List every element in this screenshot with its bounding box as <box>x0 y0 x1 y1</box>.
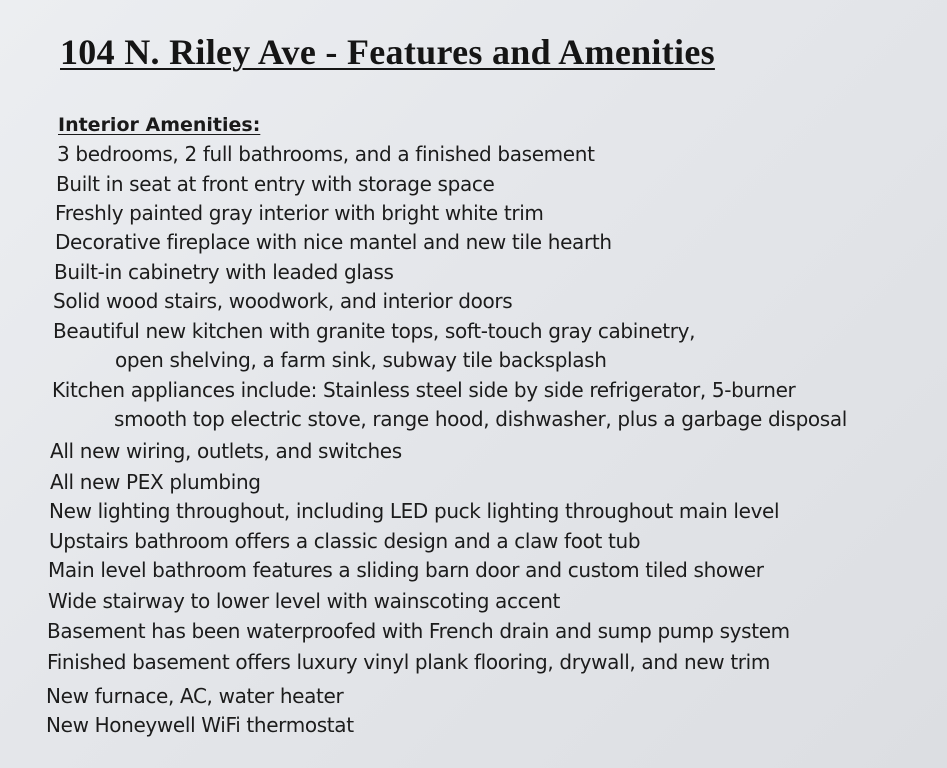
list-item-text: All new PEX plumbing <box>50 470 261 494</box>
list-item <box>49 499 779 523</box>
list-item-text: 3 bedrooms, 2 full bathrooms, and a finished basement <box>57 142 595 166</box>
list-item <box>57 142 595 166</box>
list-item <box>56 172 494 196</box>
list-item-text: All new wiring, outlets, and switches <box>50 439 402 463</box>
list-item <box>48 558 764 582</box>
list-item-text: Decorative fireplace with nice mantel and new tile hearth <box>55 230 612 254</box>
list-item-text: Upstairs bathroom offers a classic design and a claw foot tub <box>49 529 641 553</box>
list-item <box>53 319 695 372</box>
list-item-text: Wide stairway to lower level with wainscoting accent <box>48 589 561 613</box>
list-item <box>55 201 544 225</box>
list-item-text: Main level bathroom features a sliding barn door and custom tiled shower <box>48 558 764 582</box>
list-item <box>47 619 790 643</box>
list-item-text: New Honeywell WiFi thermostat <box>46 713 354 737</box>
list-item <box>49 529 640 553</box>
list-item-text: New lighting throughout, including LED puck lighting throughout main level <box>49 499 780 523</box>
list-item <box>52 378 847 431</box>
list-item <box>50 439 402 463</box>
section-heading-interior-amenities: Interior Amenities: <box>58 114 261 136</box>
list-item-text: Finished basement offers luxury vinyl plank flooring, drywall, and new trim <box>47 650 771 674</box>
document-title: 104 N. Riley Ave - Features and Amenities <box>60 32 715 72</box>
list-item-text: New furnace, AC, water heater <box>46 684 344 708</box>
list-item <box>46 684 343 708</box>
list-item-text: Built in seat at front entry with storage space <box>56 172 495 196</box>
list-item <box>53 289 512 313</box>
list-item-continuation: smooth top electric stove, range hood, dishwasher, plus a garbage disposal <box>114 407 847 431</box>
list-item <box>47 650 770 674</box>
list-item-text: Freshly painted gray interior with bright white trim <box>55 201 544 225</box>
list-item-continuation: open shelving, a farm sink, subway tile backsplash <box>115 348 607 372</box>
list-item <box>50 470 261 494</box>
list-item-text: Built-in cabinetry with leaded glass <box>54 260 394 284</box>
list-item <box>46 713 354 737</box>
list-item-text: Kitchen appliances include: Stainless steel side by side refrigerator, 5-burner <box>52 378 796 402</box>
list-item <box>48 589 560 613</box>
list-item <box>54 260 394 284</box>
list-item-text: Solid wood stairs, woodwork, and interior doors <box>53 289 513 313</box>
list-item-text: Basement has been waterproofed with French drain and sump pump system <box>47 619 790 643</box>
list-item-text: Beautiful new kitchen with granite tops, soft-touch gray cabinetry, <box>53 319 696 343</box>
list-item <box>55 230 612 254</box>
